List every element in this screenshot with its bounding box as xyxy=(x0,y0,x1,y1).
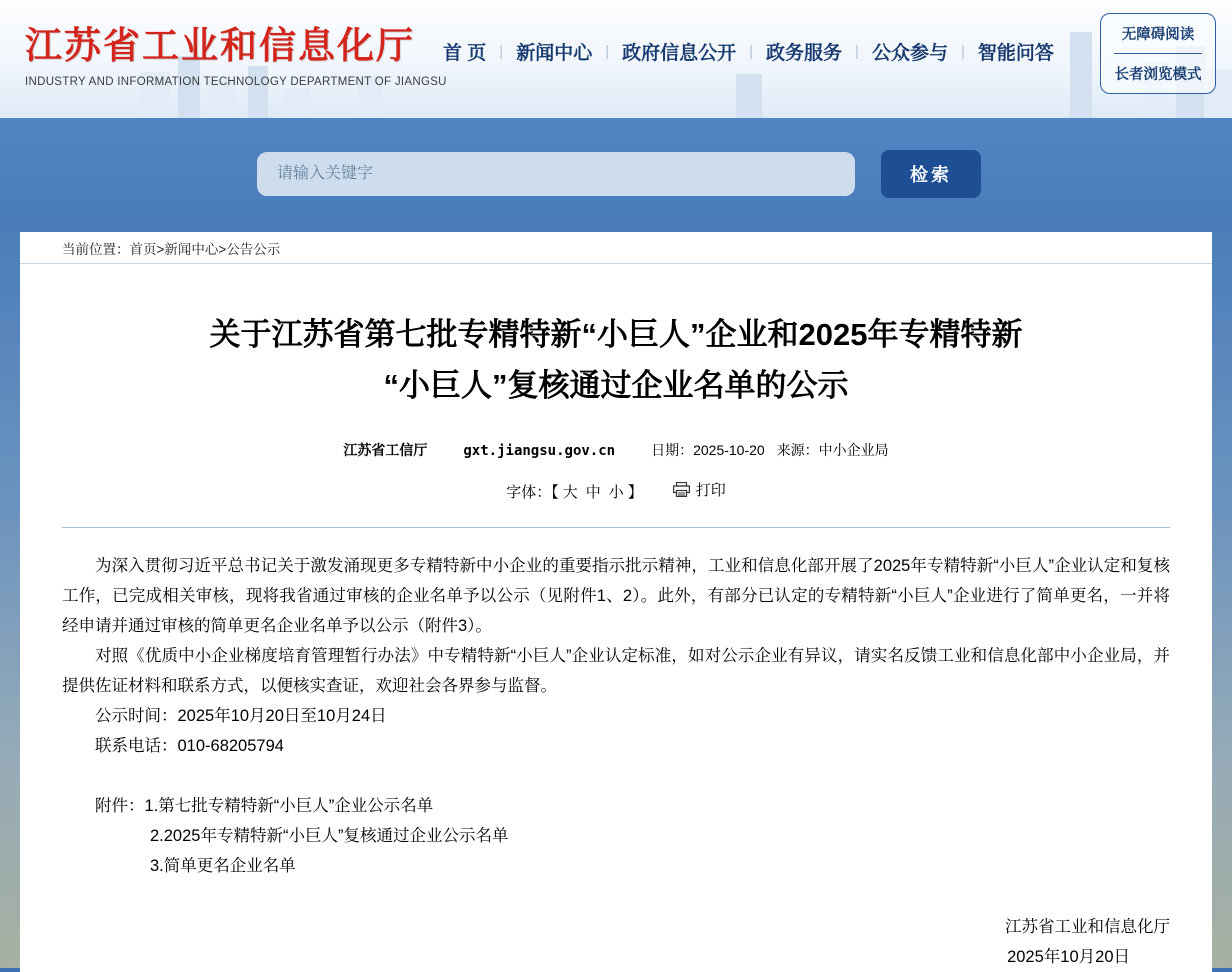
font-size-large-button[interactable]: 大 xyxy=(562,484,578,501)
site-header xyxy=(0,0,1232,118)
article-source-agency: 江苏省工信厅 xyxy=(343,442,428,458)
article-title-line1: 关于江苏省第七批专精特新“小巨人”企业和2025年专精特新 xyxy=(209,317,1023,352)
accessibility-panel xyxy=(1100,13,1216,94)
article-date: 日期：2025-10-20 xyxy=(651,442,765,458)
article-paragraph: 为深入贯彻习近平总书记关于激发涌现更多专精特新中小企业的重要指示批示精神，工业和信息化部开展了2025年专精特新“小巨人”企业认定和复核工作，已完成相关审核，现将我省通过审核的企业名单予以公示（见附件1、2）。此外，有部分已认定的专精特新“小巨人”企业进行了简单更名，一并将经申请并通过审核的简单更名企业名单予以公示（附件3）。 xyxy=(62,557,1170,635)
font-size-bracket-close: 】 xyxy=(627,484,643,501)
elder-mode-button[interactable]: 长者浏览模式 xyxy=(1114,67,1202,83)
nav-gov-info[interactable]: 政府信息公开 xyxy=(622,43,737,64)
nav-separator: | xyxy=(499,43,504,60)
breadcrumb-path[interactable]: 首页>新闻中心>公告公示 xyxy=(129,241,281,257)
nav-separator: | xyxy=(749,43,754,60)
nav-smart-qa[interactable]: 智能问答 xyxy=(977,43,1054,64)
attachment-line-3 xyxy=(62,851,1170,881)
nav-home[interactable]: 首 页 xyxy=(443,43,487,64)
print-label: 打印 xyxy=(695,482,726,499)
article-title xyxy=(62,309,1170,411)
font-size-bar xyxy=(62,479,1170,502)
site-logo[interactable] xyxy=(25,15,447,88)
signature-name: 江苏省工业和信息化厅 xyxy=(1005,918,1170,936)
main-nav xyxy=(430,38,1067,65)
attachment-line-1 xyxy=(62,791,1170,821)
article xyxy=(20,309,1212,972)
font-size-bracket-open: 【 xyxy=(551,484,559,501)
font-size-label: 字体： xyxy=(506,484,552,501)
search-input[interactable] xyxy=(257,152,855,196)
nav-separator: | xyxy=(605,43,610,60)
attachment-line-2 xyxy=(62,821,1170,851)
nav-separator: | xyxy=(855,43,859,60)
contact-phone: 联系电话：010-68205794 xyxy=(95,737,284,755)
article-title-line2: “小巨人”复核通过企业名单的公示 xyxy=(383,368,849,403)
printer-icon xyxy=(673,482,690,497)
attachment-link-3[interactable]: 3.简单更名企业名单 xyxy=(150,857,296,875)
breadcrumb-label: 当前位置： xyxy=(62,241,130,257)
site-logo-title: 江苏省工业和信息化厅 xyxy=(25,25,415,66)
attachments xyxy=(62,791,1170,881)
article-body xyxy=(62,551,1170,761)
nav-news-center[interactable]: 新闻中心 xyxy=(516,43,593,64)
breadcrumb xyxy=(20,232,1212,264)
publicity-period: 公示时间：2025年10月20日至10月24日 xyxy=(95,707,387,725)
nav-separator: | xyxy=(960,43,965,60)
article-source-website[interactable]: gxt.jiangsu.gov.cn xyxy=(463,443,616,459)
attachment-link-1[interactable]: 1.第七批专精特新“小巨人”企业公示名单 xyxy=(144,797,434,815)
article-meta xyxy=(62,440,1170,460)
nav-gov-services[interactable]: 政务服务 xyxy=(766,43,843,64)
article-paragraph: 对照《优质中小企业梯度培育管理暂行办法》中专精特新“小巨人”企业认定标准，如对公示企业有异议，请实名反馈工业和信息化部中小企业局，并提供佐证材料和联系方式，以便核实查证，欢迎社会各界参与监督。 xyxy=(62,647,1170,695)
accessible-reading-button[interactable]: 无障碍阅读 xyxy=(1121,27,1195,43)
signature-date: 2025年10月20日 xyxy=(1007,948,1130,966)
attachment-link-2[interactable]: 2.2025年专精特新“小巨人”复核通过企业公示名单 xyxy=(150,827,509,845)
font-size-small-button[interactable]: 小 xyxy=(608,484,624,501)
search-banner xyxy=(0,118,1232,232)
article-source-dept: 来源：中小企业局 xyxy=(776,442,889,458)
content-panel xyxy=(20,232,1212,972)
attachments-label: 附件： xyxy=(95,797,145,815)
nav-public-participation[interactable]: 公众参与 xyxy=(871,43,948,64)
article-signature xyxy=(62,912,1170,972)
search-button[interactable]: 检索 xyxy=(881,150,981,198)
article-divider xyxy=(62,527,1170,528)
print-button[interactable] xyxy=(673,479,726,500)
font-size-medium-button[interactable]: 中 xyxy=(585,484,601,501)
site-logo-subtitle: INDUSTRY AND INFORMATION TECHNOLOGY DEPARTMENT OF JIANGSU xyxy=(25,76,447,88)
